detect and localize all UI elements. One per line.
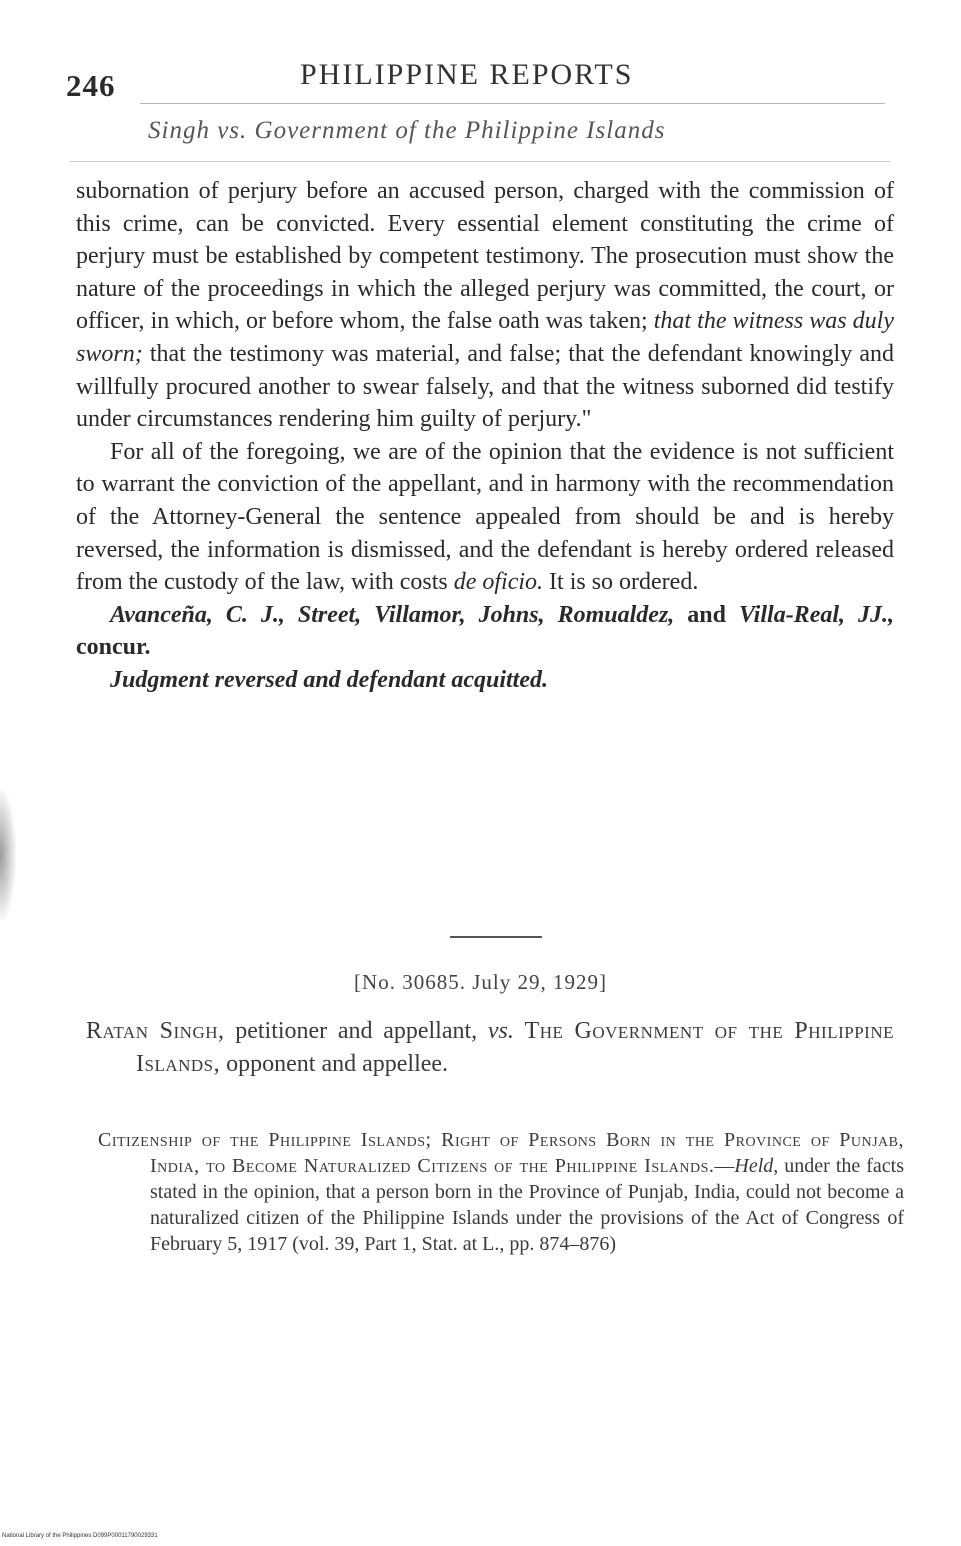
italic-run: de oficio. xyxy=(453,569,544,596)
text-run: It is so ordered. xyxy=(543,569,699,596)
text-run: that the testimony was material, and false; that the defendant knowingly and willfully procured another to swear falsely, and that the witness suborned did testify under circumstances rendering him guilty of perjury." xyxy=(76,340,894,433)
petitioner-name: Ratan Singh, xyxy=(86,1018,225,1044)
footer-credit: National Library of the Philippines D099P00011790029331 xyxy=(2,1533,158,1539)
justices-names: Villa-Real, JJ., xyxy=(739,601,895,628)
concurrence-line xyxy=(76,599,894,664)
opinion-body xyxy=(76,175,894,697)
text-run: opponent and appellee. xyxy=(220,1051,449,1077)
syllabus xyxy=(98,1127,904,1257)
justices-names: Avanceña, C. J., Street, Villamor, Johns, Romualdez, xyxy=(110,601,675,628)
case-header: Singh vs. Government of the Philippine Islands xyxy=(148,117,666,144)
section-divider xyxy=(450,936,542,938)
judgment-line: Judgment reversed and defendant acquitted. xyxy=(110,666,548,693)
respondent-name: The Government of the Philippine Islands, xyxy=(136,1018,894,1077)
text-run: For all of the foregoing, we are of the opinion that the evidence is not sufficient to warrant the conviction of the appellant, and in harmony with the recommendation of the Attorney-General the sentence appealed from should be and is hereby reversed, the information is dismissed, and the defendant is hereby ordered released from the custody of the law, with costs xyxy=(76,438,894,596)
text-run: petitioner and appellant, xyxy=(224,1018,488,1044)
text-run: subornation of perjury before an accused person, charged with the commission of this crime, can be convicted. Every essential element constituting the crime of perjury must be established by competent testimony. The prosecution must show the nature of the proceedings in which the alleged perjury was committed, the court, or officer, in which, or before whom, the false oath was taken; xyxy=(76,178,894,335)
syllabus-heading: Citizenship of the Philippine Islands; Right of Persons Born in the Province of Punjab, India, to Become Naturalized Citizens of the Philippine Islands. xyxy=(98,1129,904,1177)
italic-run: that the witness was duly sworn; xyxy=(76,308,894,367)
header-rule xyxy=(140,103,885,104)
running-title: PHILIPPINE REPORTS xyxy=(300,58,634,91)
docket-line: [No. 30685. July 29, 1929] xyxy=(354,970,607,994)
subheader-rule xyxy=(70,161,890,162)
scan-edge-shadow xyxy=(0,790,16,920)
held-label: Held, xyxy=(734,1155,779,1177)
case-parties xyxy=(86,1015,894,1081)
versus: vs. xyxy=(487,1018,514,1044)
text-run: concur. xyxy=(76,634,151,661)
text-run: and xyxy=(674,601,739,628)
paragraph-disposition xyxy=(76,436,894,599)
text-run: — xyxy=(714,1155,735,1177)
page-number: 246 xyxy=(66,68,116,103)
syllabus-text: under the facts stated in the opinion, that a person born in the Province of Punjab, India, could not become a naturalized citizen of the Philippine Islands under the provisions of the Act of Congress of February 5, 1917 (vol. 39, Part 1, Stat. at L., pp. 874–876) xyxy=(150,1155,905,1255)
paragraph-perjury-elements xyxy=(76,175,894,436)
text-run xyxy=(514,1018,525,1044)
